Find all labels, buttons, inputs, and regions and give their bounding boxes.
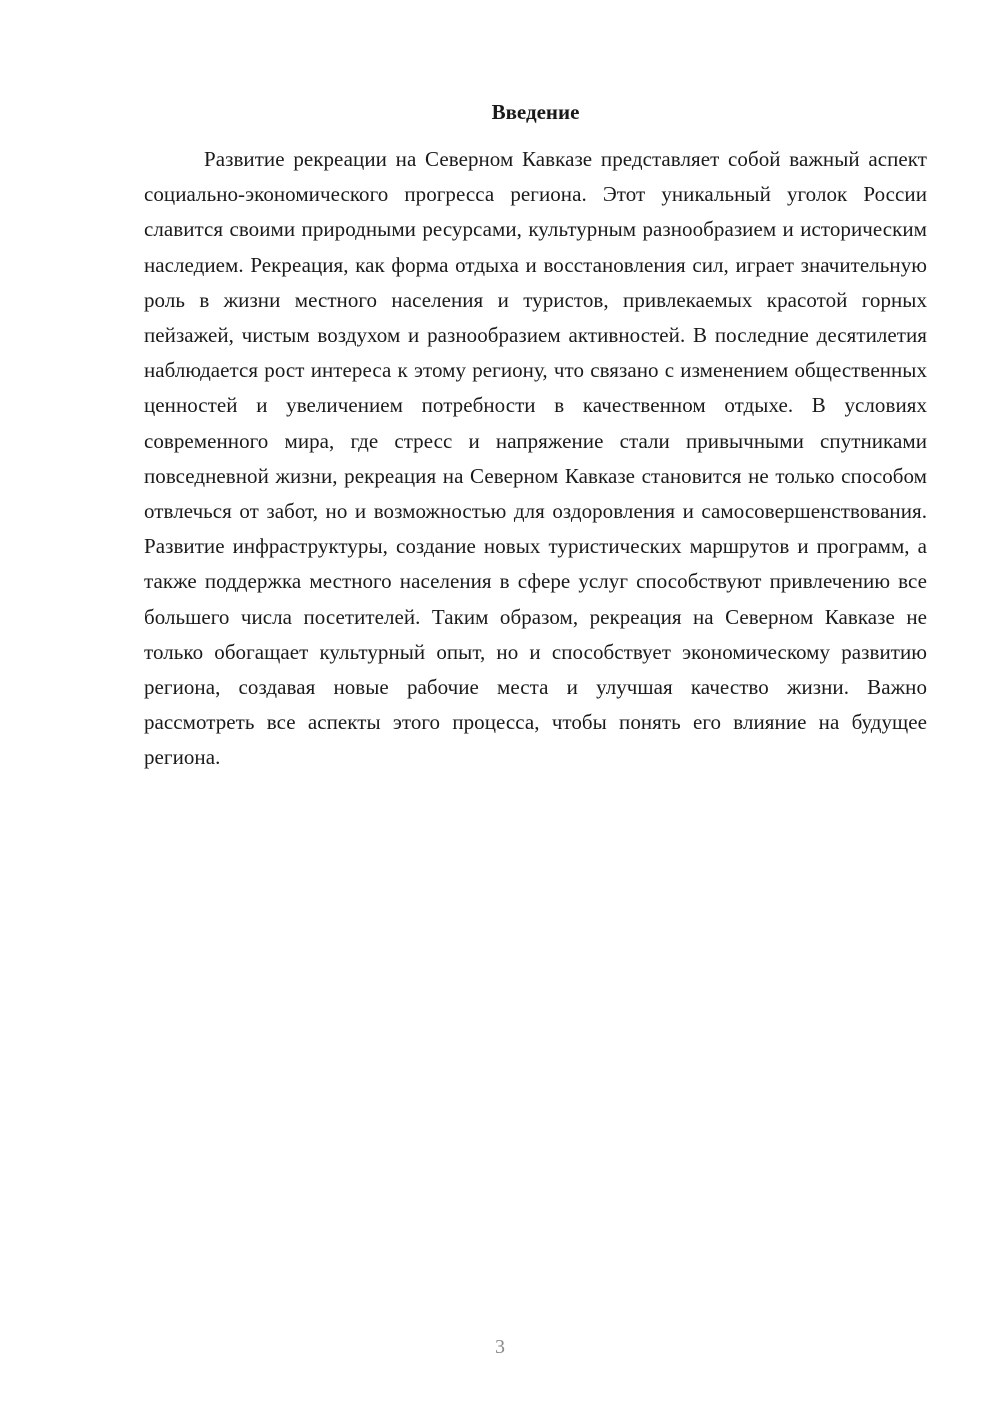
intro-paragraph: Развитие рекреации на Северном Кавказе представляет собой важный аспект социально-экономического прогресса региона. Этот уникальный уголок России славится своими природными ресурсами, культурным разнообразием и историческим наследием. Рекреация, как форма отдыха и восстановления сил, играет значительную роль в жизни местного населения и туристов, привлекаемых красотой горных пейзажей, чистым воздухом и разнообразием активностей. В последние десятилетия наблюдается рост интереса к этому региону, что связано с изменением общественных ценностей и увеличением потребности в качественном отдыхе. В условиях современного мира, где стресс и напряжение стали привычными спутниками повседневной жизни, рекреация на Северном Кавказе становится не только способом отвлечься от забот, но и возможностью для оздоровления и самосовершенствования. Развитие инфраструктуры, создание новых туристических маршрутов и программ, а также поддержка местного населения в сфере услуг способствуют привлечению все большего числа посетителей. Таким образом, рекреация на Северном Кавказе не только обогащает культурный опыт, но и способствует экономическому развитию региона, создавая новые рабочие места и улучшая качество жизни. Важно рассмотреть все аспекты этого процесса, чтобы понять его влияние на будущее региона. (144, 147, 927, 770)
page-number: 3 (495, 1336, 505, 1358)
section-heading: Введение (491, 100, 580, 124)
